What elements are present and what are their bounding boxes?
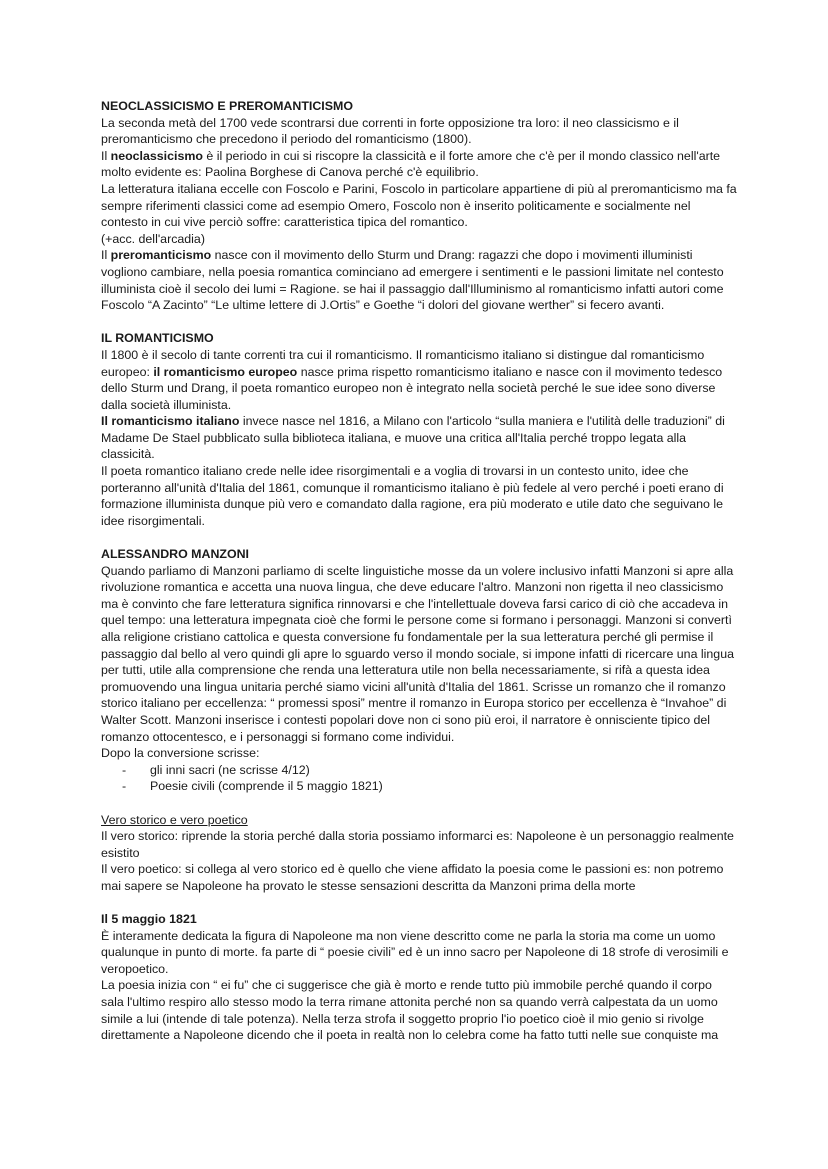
paragraph: La poesia inizia con “ ei fu” che ci suggerisce che già è morto e rende tutto più immobile perché quando il corpo sala l'ultimo respiro allo stesso modo la terra rimane attonita perché non sa quando verrà calpestata da un uomo simile a lui (intende di tale potenza). Nella terza strofa il soggetto proprio l'io poetico cioè il mio genio si rivolge direttamente a Napoleone dicendo che il poeta in realtà non lo celebra come ha fatto tutti nelle sue conquiste ma bbox=[101, 978, 719, 1043]
paragraph: È interamente dedicata la figura di Napoleone ma non viene descritto come ne parla la storia ma come un uomo qualunque in punto di morte. fa parte di “ poesie civili” ed è un inno sacro per Napoleone di 18 strofe di verosimili e veropoetico. bbox=[101, 928, 729, 976]
text-run: Il bbox=[101, 248, 111, 263]
subheading-vero: Vero storico e vero poetico bbox=[101, 812, 248, 827]
bold-term: neoclassicismo bbox=[110, 148, 203, 163]
heading-manzoni: ALESSANDRO MANZONI bbox=[101, 547, 249, 562]
text-run: nasce prima rispetto romanticismo italiano e nasce con il movimento tedesco dello Sturm und Drang, il poeta romantico europeo non è integrato nella società perché le sue idee sono diverse dalla società illuminista. bbox=[101, 364, 723, 412]
section-neoclassicismo bbox=[101, 98, 738, 314]
bold-term: il romanticismo europeo bbox=[153, 364, 298, 379]
bold-term: Il romanticismo italiano bbox=[101, 414, 240, 429]
list-item: - Poesie civili (comprende il 5 maggio 1821) bbox=[122, 778, 738, 795]
paragraph: Dopo la conversione scrisse: bbox=[101, 746, 260, 761]
text-run: è il periodo in cui si riscopre la classicità e il forte amore che c'è per il mondo classico nell'arte molto evidente es: Paolina Borghese di Canova perché c'è equilibrio. bbox=[101, 148, 721, 180]
paragraph: Il vero poetico: si collega al vero storico ed è quello che viene affidato la poesia come le passioni es: non potremo mai sapere se Napoleone ha provato le stesse sensazioni descritta da Manzoni prima della morte bbox=[101, 862, 724, 893]
paragraph: (+acc. dell'arcadia) bbox=[101, 231, 205, 246]
bold-term: preromanticismo bbox=[110, 248, 212, 263]
paragraph bbox=[101, 148, 738, 181]
paragraph bbox=[101, 347, 738, 413]
text-run: nasce con il movimento dello Sturm und Drang: ragazzi che dopo i movimenti illuministi vogliono cambiare, nella poesia romantica cominciano ad emergere i sentimenti e le passioni limitate nel contesto illuminista cioè il secolo dei lumi = Ragione. se hai il passaggio dall'Illuminismo al romanticismo infatti autori come Foscolo “A Zacinto” “Le ultime lettere di J.Ortis” e Goethe “i dolori del giovane werther” si fecero avanti. bbox=[101, 248, 724, 313]
paragraph: La letteratura italiana eccelle con Foscolo e Parini, Foscolo in particolare appartiene di più al preromanticismo ma fa sempre riferimenti classici come ad esempio Omero, Foscolo non è inserito politicamente e socialmente nel contesto in cui vive perciò soffre: caratteristica tipica del romantico. bbox=[101, 181, 737, 230]
paragraph bbox=[101, 413, 738, 463]
section-romanticismo bbox=[101, 330, 738, 529]
works-list bbox=[101, 762, 738, 795]
paragraph: Quando parliamo di Manzoni parliamo di scelte linguistiche mosse da un volere inclusivo infatti Manzoni si apre alla rivoluzione romantica e accetta una nuova lingua, che deve educare l'altro. Manzoni non rigetta il neo classicismo ma è convinto che fare letteratura significa rinnovarsi e che l'intellettuale doveva farsi carico di ciò che accadeva in quel tempo: una letteratura impegnata cioè che formi le persone come si formano i personaggi. Manzoni si convertì alla religione cristiano cattolica e questa conversione fu fondamentale per la sua letteratura perché gli permise il passaggio dal bello al vero quindi gli apre lo sguardo verso il mondo sociale, si impone infatti di ricercare una lingua per tutti, utile alla comprensione che renda una letteratura utile non bella necessariamente, si rifà a questa idea promuovendo una lingua unitaria perché siamo vicini all'unità d'Italia del 1861. Scrisse un romanzo che il romanzo storico italiano per eccellenza: “ promessi sposi” mentre il romanzo in Europa storico per eccellenza è “Invahoe” di Walter Scott. Manzoni inserisce i contesti popolari dove non ci sono più eroi, il narratore è onnisciente tipico del romanzo ottocentesco, e i personaggi si formano come individui. bbox=[101, 563, 734, 744]
paragraph: Il vero storico: riprende la storia perché dalla storia possiamo informarci es: Napoleone è un personaggio realmente esistito bbox=[101, 829, 734, 860]
section-manzoni bbox=[101, 546, 738, 894]
section-5-maggio bbox=[101, 911, 738, 1044]
paragraph: La seconda metà del 1700 vede scontrarsi due correnti in forte opposizione tra loro: il neo classicismo e il preromanticismo che precedono il periodo del romanticismo (1800). bbox=[101, 115, 679, 147]
heading-romanticismo: IL ROMANTICISMO bbox=[101, 331, 214, 346]
text-run: Il bbox=[101, 148, 111, 163]
heading-neoclassicismo: NEOCLASSICISMO E PREROMANTICISMO bbox=[101, 99, 353, 113]
paragraph bbox=[101, 247, 738, 313]
heading-5-maggio: Il 5 maggio 1821 bbox=[101, 912, 197, 927]
list-item: - gli inni sacri (ne scrisse 4/12) bbox=[122, 762, 738, 779]
text-run: Il 1800 è il secolo di tante correnti tra cui il romanticismo. Il romanticismo italiano si distingue dal romanticismo europeo: bbox=[101, 347, 705, 379]
paragraph: Il poeta romantico italiano crede nelle idee risorgimentali e a voglia di trovarsi in un contesto unito, idee che porteranno all'unità d'Italia del 1861, comunque il romanticismo italiano è più fedele al vero perché i poeti erano di formazione illuminista dunque più vero e comandato dalla ragione, era più moderato e utile dato che seguivano le idee risorgimentali. bbox=[101, 464, 724, 528]
text-run: invece nasce nel 1816, a Milano con l'articolo “sulla maniera e l'utilità delle traduzioni” di Madame De Stael pubblicato sulla biblioteca italiana, e muove una critica all'Italia perché troppo legata alla classicità. bbox=[101, 414, 725, 462]
